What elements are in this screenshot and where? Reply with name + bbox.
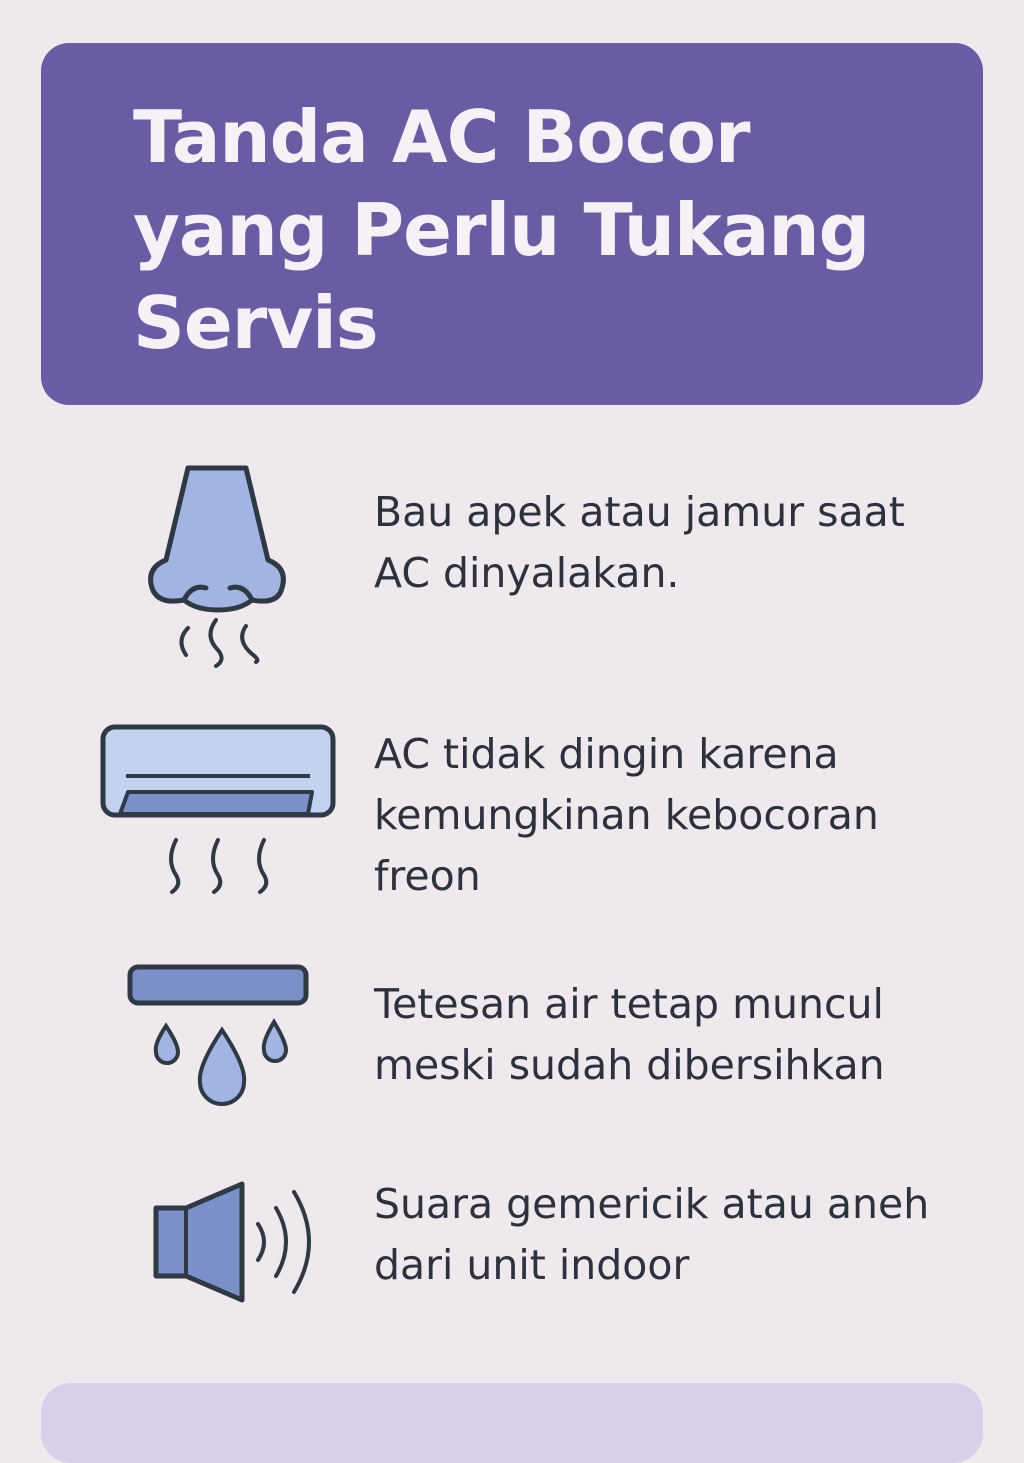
air-conditioner-icon bbox=[96, 720, 346, 900]
speaker-sound-icon bbox=[96, 1178, 346, 1308]
page-title: Tanda AC Bocor yang Perlu Tukang Servis bbox=[133, 95, 870, 365]
water-drip-icon bbox=[96, 960, 346, 1110]
item-text: Bau apek atau jamur saat AC dinyalakan. bbox=[374, 488, 905, 597]
item-text: AC tidak dingin karena kemungkinan kebocoran freon bbox=[374, 730, 879, 900]
item-text: Tetesan air tetap muncul meski sudah dibersihkan bbox=[374, 980, 885, 1089]
item-text: Suara gemericik atau aneh dari unit indoor bbox=[374, 1180, 930, 1289]
title-banner bbox=[41, 43, 983, 405]
nose-smell-icon bbox=[96, 460, 346, 670]
footer-banner bbox=[41, 1383, 983, 1463]
